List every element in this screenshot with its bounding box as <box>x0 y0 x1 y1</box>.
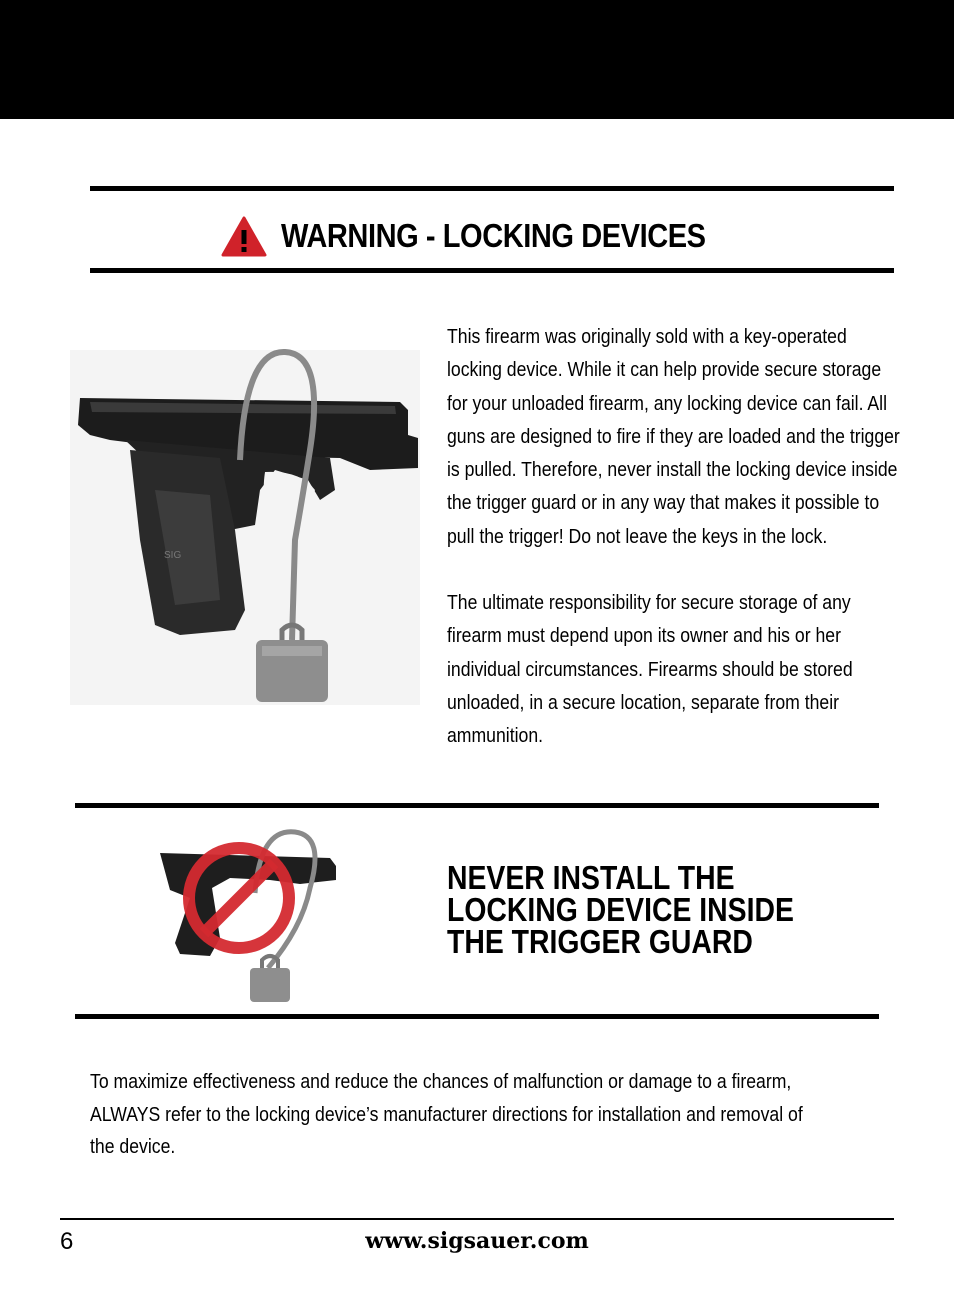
warning-title <box>90 208 894 264</box>
svg-text:SIG: SIG <box>164 550 182 561</box>
never-install-heading: NEVER INSTALL THE LOCKING DEVICE INSIDE THE TRIGGER GUARD <box>447 859 794 960</box>
never-bottom-rule <box>75 1014 879 1019</box>
never-top-rule <box>75 803 879 808</box>
warning-paragraph <box>447 586 902 752</box>
warning-triangle-icon <box>221 215 267 257</box>
warning-paragraph <box>447 320 902 553</box>
header-black-bar <box>0 0 954 119</box>
title-top-rule <box>90 186 894 191</box>
prohibited-install-image <box>150 818 370 1008</box>
warning-paragraph-1-text: This firearm was originally sold with a key-operated locking device. While it can help provide secure storage for your unloaded firearm, any locking device can fail. All guns are designed to fire if they are loaded and the trigger is pulled. Therefore, never install the locking device inside the trigger guard or in any way that makes it possible to pull the trigger! Do not leave the keys in the lock. <box>447 325 900 548</box>
footer-rule <box>60 1218 894 1220</box>
manufacturer-note: To maximize effectiveness and reduce the chances of malfunction or damage to a firearm, ALWAYS refer to the locking device’s manufacturer directions for installation and removal of the device. <box>90 1070 803 1158</box>
warning-title-text: WARNING - LOCKING DEVICES <box>280 217 706 254</box>
page-number: 6 <box>60 1228 74 1255</box>
website-url: www.sigsauer.com <box>365 1228 589 1254</box>
warning-body <box>447 320 902 753</box>
title-bottom-rule <box>90 268 894 273</box>
warning-paragraph-2-text: The ultimate responsibility for secure storage of any firearm must depend upon its owner and his or her individual circumstances. Firearms should be stored unloaded, in a secure location, separate from their ammunition. <box>447 591 853 748</box>
pistol-cable-lock-image <box>70 340 420 705</box>
